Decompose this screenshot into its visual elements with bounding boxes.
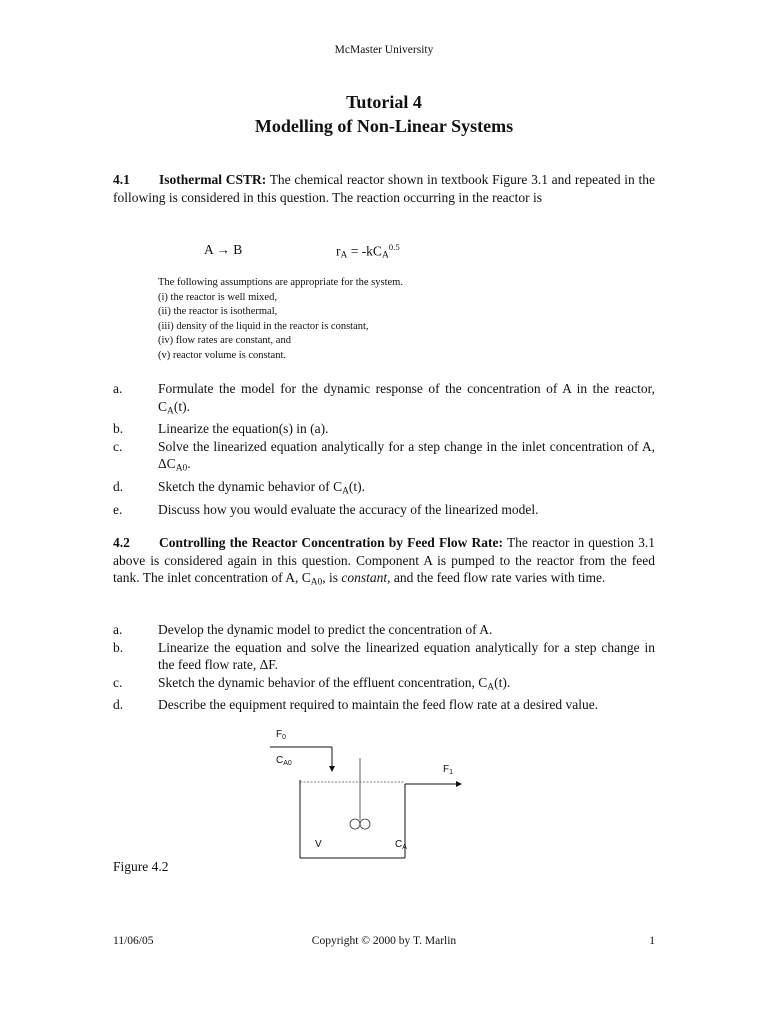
question-item: a. Formulate the model for the dynamic response of the concentration of A in the reactor, $C_A(t)$. [113,381,655,416]
question-item: d. Describe the equipment required to maintain the feed flow rate at a desired value. [113,697,599,713]
label-volume: V [315,839,322,850]
assumption-line: (iv) flow rates are constant, and [158,335,291,346]
assumption-line: (ii) the reactor is isothermal, [158,306,278,317]
section-number: 4.2 [113,535,130,550]
label-f0: $F_0$ [276,729,287,741]
section-number: 4.1 [113,172,130,187]
title-tutorial: Tutorial 4 [346,92,422,112]
section-4-1-questions [113,380,655,519]
section-4-1-intro [113,171,655,206]
figure-caption: Figure 4.2 [113,859,169,874]
rate-equation: $r_A = -kC_A^{0.5}$ [336,242,400,261]
question-item: b. Linearize the equation and solve the linearized equation analytically for a step change in the feed flow rate, ΔF. [113,639,655,672]
impeller-left-icon [350,819,360,829]
label-ca0: $C_{A0}$ [276,755,292,767]
assumptions-list [158,276,578,363]
section-heading: Controlling the Reactor Concentration by Feed Flow Rate: [159,535,504,550]
assumption-line: The following assumptions are appropriate for the system. [158,277,403,288]
section-text: The chemical reactor shown in textbook Figure 3.1 and repeated in the following is considered in this question. The reaction occurring in the reactor is [113,172,655,205]
question-item: c. Sketch the dynamic behavior of the effluent concentration, $C_A(t)$. [113,674,511,692]
assumption-line: (i) the reactor is well mixed, [158,291,277,303]
title-topic: Modelling of Non-Linear Systems [254,116,514,136]
label-f1: $F_1$ [443,764,454,776]
reaction-equation: A → B [204,242,243,257]
impeller-right-icon [360,819,370,829]
cstr-diagram [260,722,480,862]
question-item: a. Develop the dynamic model to predict the concentration of A. [113,622,493,637]
question-item: b. Linearize the equation(s) in (a). [113,421,329,437]
section-heading: Isothermal CSTR: [159,172,267,187]
footer-copyright: Copyright © 2000 by T. Marlin [311,935,457,947]
question-item: e. Discuss how you would evaluate the accuracy of the linearized model. [113,502,539,518]
outlet-arrow-icon [456,781,462,787]
feed-arrow-icon [329,766,335,772]
page-header: McMaster University [334,44,434,56]
question-item: c. Solve the linearized equation analytically for a step change in the inlet concentration of A, $\Delta C_{A0}$. [113,438,655,474]
label-ca: $C_A$ [395,839,407,851]
section-4-2-questions [113,621,655,714]
question-item: d. Sketch the dynamic behavior of $C_A(t)$. [113,479,366,497]
page-number: 1 [649,935,655,947]
assumption-line: (iii) density of the liquid in the reactor is constant, [158,320,369,332]
section-4-2-intro: 4.2 Controlling the Reactor Concentration by Feed Flow Rate: The reactor in question 3.1 above is considered again in this question. Component A is pumped to the reactor from the feed tank. The inlet concentration of A, $C_{A0}$, is constant, and the feed flow rate varies with time. [113,535,655,588]
footer-date: 11/06/05 [113,935,154,947]
assumption-line: (v) reactor volume is constant. [158,349,286,361]
